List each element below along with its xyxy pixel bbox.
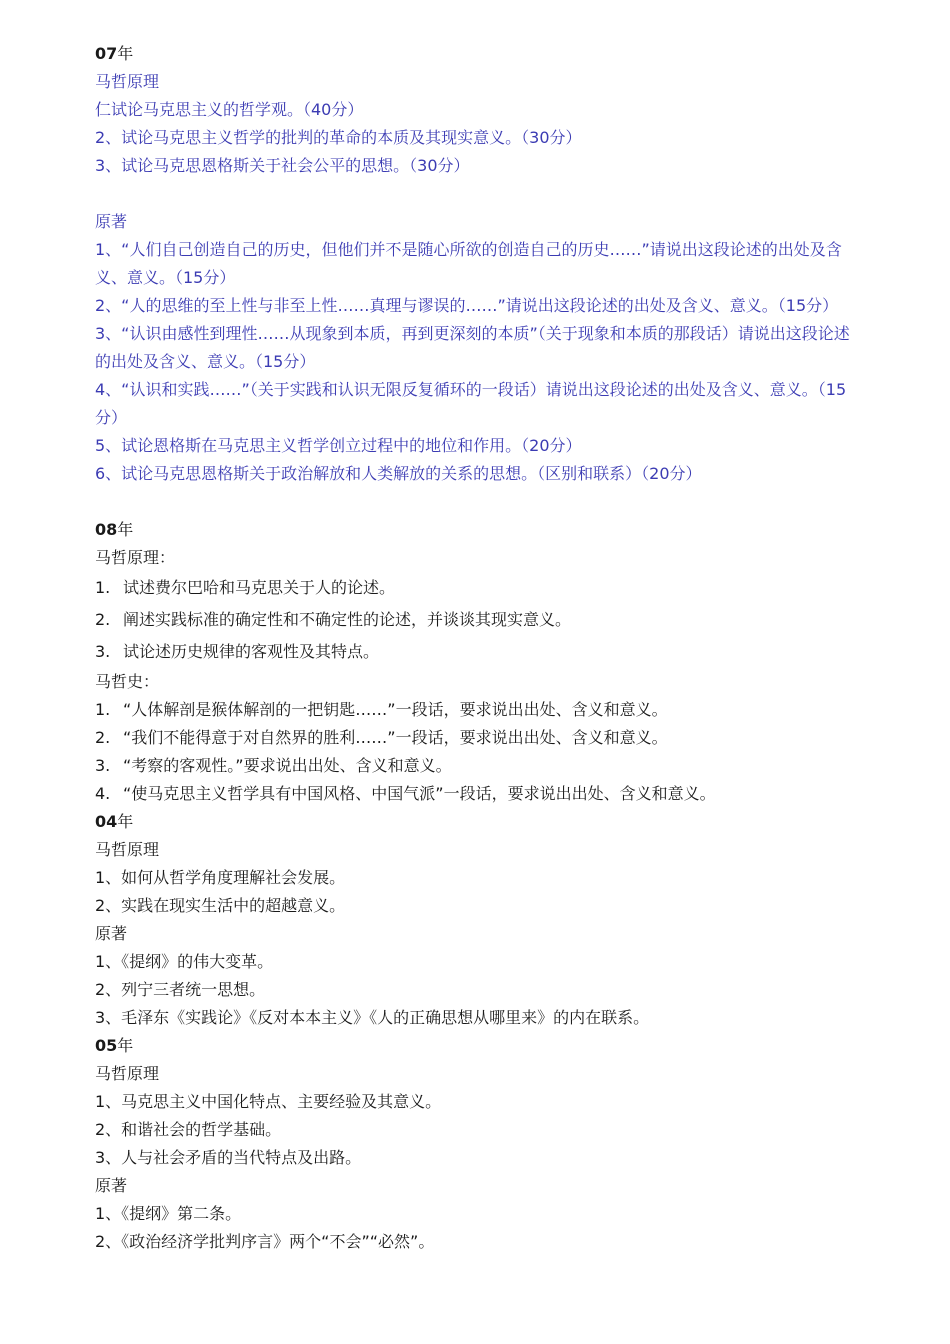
year-suffix: 年	[117, 812, 134, 831]
section-heading-08-history: 马哲史：	[95, 672, 160, 691]
section-heading-05-principle: 马哲原理	[95, 1064, 160, 1083]
item-number: 2.	[95, 728, 111, 747]
question-08-principle-1	[95, 572, 855, 604]
question-08-history-3	[95, 752, 855, 780]
item-number: 2.	[95, 610, 111, 629]
question-07-principle-1: 仁试论马克思主义的哲学观。（40分）	[95, 100, 364, 119]
item-text: “我们不能得意于对自然界的胜利……”一段话，要求说出出处、含义和意义。	[123, 728, 668, 747]
year-heading-05	[95, 1032, 855, 1060]
question-05-works-2: 2、《政治经济学批判序言》两个“不会”“必然”。	[95, 1232, 435, 1251]
question-08-principle-3	[95, 636, 855, 668]
item-text: “人体解剖是猴体解剖的一把钥匙……”一段话，要求说出出处、含义和意义。	[123, 700, 668, 719]
question-08-history-2	[95, 724, 855, 752]
year-number: 08	[95, 520, 118, 539]
item-text: 试论述历史规律的客观性及其特点。	[123, 642, 380, 661]
question-04-principle-1: 1、如何从哲学角度理解社会发展。	[95, 868, 346, 887]
question-07-works-5: 5、试论恩格斯在马克思主义哲学创立过程中的地位和作用。（20分）	[95, 436, 582, 455]
question-07-works-4: 4、“认识和实践……”（关于实践和认识无限反复循环的一段话）请说出这段论述的出处及含义、意义。（15分）	[95, 380, 847, 427]
item-number: 3.	[95, 642, 111, 661]
year-number: 05	[95, 1036, 118, 1055]
section-heading-07-works: 原著	[95, 212, 128, 231]
item-number: 1.	[95, 700, 111, 719]
year-number: 07	[95, 44, 118, 63]
question-05-works-1: 1、《提纲》第二条。	[95, 1204, 242, 1223]
question-04-works-2: 2、列宁三者统一思想。	[95, 980, 266, 999]
question-05-principle-2: 2、和谐社会的哲学基础。	[95, 1120, 282, 1139]
question-04-works-1: 1、《提纲》的伟大变革。	[95, 952, 274, 971]
section-heading-05-works: 原著	[95, 1176, 128, 1195]
question-05-principle-3: 3、人与社会矛盾的当代特点及出路。	[95, 1148, 362, 1167]
section-heading-08-principle: 马哲原理：	[95, 548, 176, 567]
question-07-works-6: 6、试论马克思恩格斯关于政治解放和人类解放的关系的思想。（区别和联系）（20分）	[95, 464, 702, 483]
year-suffix: 年	[117, 520, 134, 539]
item-number: 3.	[95, 756, 111, 775]
question-05-principle-1: 1、马克思主义中国化特点、主要经验及其意义。	[95, 1092, 442, 1111]
section-heading-04-principle: 马哲原理	[95, 840, 160, 859]
year-number: 04	[95, 812, 118, 831]
question-07-works-1: 1、“人们自己创造自己的历史，但他们并不是随心所欲的创造自己的历史……”请说出这段论述的出处及含义、意义。（15分）	[95, 240, 842, 287]
item-number: 4.	[95, 784, 111, 803]
item-text: 阐述实践标准的确定性和不确定性的论述，并谈谈其现实意义。	[123, 610, 572, 629]
question-08-principle-2	[95, 604, 855, 636]
question-07-works-3: 3、“认识由感性到理性……从现象到本质，再到更深刻的本质”（关于现象和本质的那段话）请说出这段论述的出处及含义、意义。（15分）	[95, 324, 850, 371]
year-suffix: 年	[117, 1036, 134, 1055]
item-text: 试述费尔巴哈和马克思关于人的论述。	[123, 578, 396, 597]
question-04-principle-2: 2、实践在现实生活中的超越意义。	[95, 896, 346, 915]
item-number: 1.	[95, 578, 111, 597]
year-suffix: 年	[117, 44, 134, 63]
year-heading-08	[95, 516, 855, 544]
item-text: “考察的客观性。”要求说出出处、含义和意义。	[123, 756, 452, 775]
question-08-history-1	[95, 696, 855, 724]
question-04-works-3: 3、毛泽东《实践论》《反对本本主义》《人的正确思想从哪里来》的内在联系。	[95, 1008, 650, 1027]
section-heading-07-principle: 马哲原理	[95, 72, 160, 91]
item-text: “使马克思主义哲学具有中国风格、中国气派”一段话，要求说出出处、含义和意义。	[123, 784, 716, 803]
year-heading-07	[95, 40, 855, 68]
spacer	[95, 180, 855, 208]
question-08-history-4	[95, 780, 855, 808]
section-heading-04-works: 原著	[95, 924, 128, 943]
document-page	[95, 40, 855, 1256]
spacer	[95, 488, 855, 516]
question-07-principle-3: 3、试论马克思恩格斯关于社会公平的思想。（30分）	[95, 156, 470, 175]
year-heading-04	[95, 808, 855, 836]
question-07-principle-2: 2、试论马克思主义哲学的批判的革命的本质及其现实意义。（30分）	[95, 128, 582, 147]
question-07-works-2: 2、“人的思维的至上性与非至上性……真理与谬误的……”请说出这段论述的出处及含义、意义。（15分）	[95, 296, 839, 315]
